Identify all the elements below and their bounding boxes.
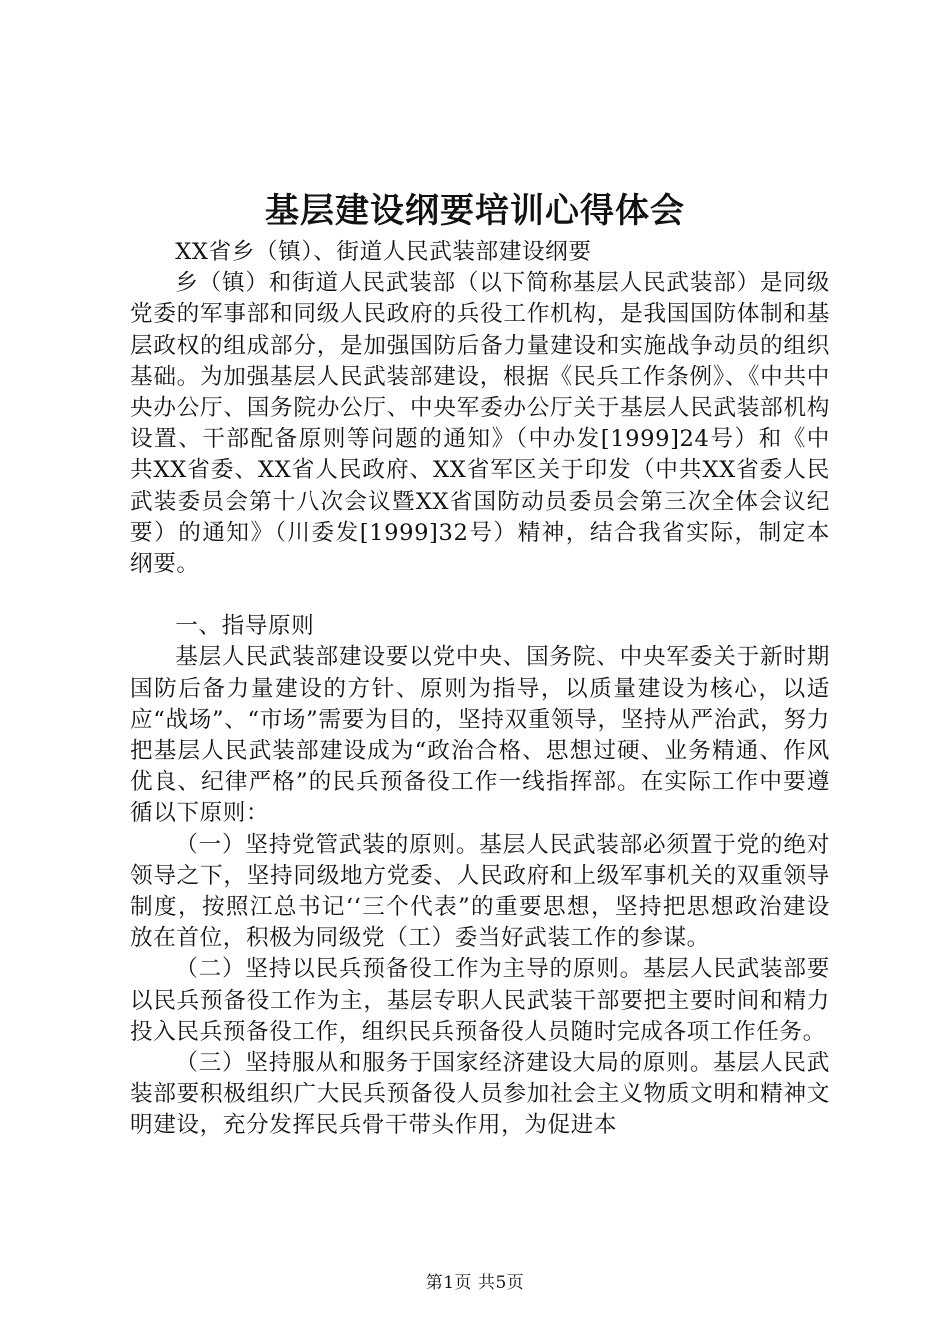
section-heading-guiding-principles: 一、指导原则 [175, 613, 315, 640]
paragraph-gap [130, 580, 830, 611]
document-body [130, 237, 830, 1142]
guiding-principles-paragraph: 基层人民武装部建设要以党中央、国务院、中央军委关于新时期国防后备力量建设的方针、原则为指导，以质量建设为核心，以适应“战场”、“市场”需要为目的，坚持双重领导，坚持从严治武，努力把基层人民武装部建设成为“政治合格、思想过硬、业务精通、作风优良、纪律严格”的民兵预备役工作一线指挥部。在实际工作中要遵循以下原则： [130, 644, 830, 827]
principle-one-paragraph: （一）坚持党管武装的原则。基层人民武装部必须置于党的绝对领导之下，坚持同级地方党委、人民政府和上级军事机关的双重领导制度，按照江总书记‘‘三个代表”的重要思想，坚持把思想政治建设放在首位，积极为同级党（工）委当好武装工作的参谋。 [130, 831, 830, 952]
page-footer: 第1页 共5页 [425, 1273, 525, 1293]
principle-two-paragraph: （二）坚持以民兵预备役工作为主导的原则。基层人民武装部要以民兵预备役工作为主，基层专职人民武装干部要把主要时间和精力投入民兵预备役工作，组织民兵预备役人员随时完成各项工作任务。 [130, 956, 830, 1045]
document-title: 基层建设纲要培训心得体会 [265, 191, 685, 231]
principle-three-paragraph: （三）坚持服从和服务于国家经济建设大局的原则。基层人民武装部要积极组织广大民兵预备役人员参加社会主义物质文明和精神文明建设，充分发挥民兵骨干带头作用，为促进本 [130, 1050, 830, 1139]
doc-subtitle-paragraph: XX省乡（镇）、街道人民武装部建设纲要 [175, 239, 592, 265]
intro-paragraph: 乡（镇）和街道人民武装部（以下简称基层人民武装部）是同级党委的军事部和同级人民政府的兵役工作机构，是我国国防体制和基层政权的组成部分，是加强国防后备力量建设和实施战争动员的组织基础。为加强基层人民武装部建设，根据《民兵工作条例》、《中共中央办公厅、国务院办公厅、中央军委办公厅关于基层人民武装部机构设置、干部配备原则等问题的通知》（中办发[1999]24号）和《中共XX省委、XX省人民政府、XX省军区关于印发（中共XX省委人民武装委员会第十八次会议暨XX省国防动员委员会第三次全体会议纪要）的通知》（川委发[1999]32号）精神，结合我省实际，制定本纲要。 [130, 270, 830, 578]
